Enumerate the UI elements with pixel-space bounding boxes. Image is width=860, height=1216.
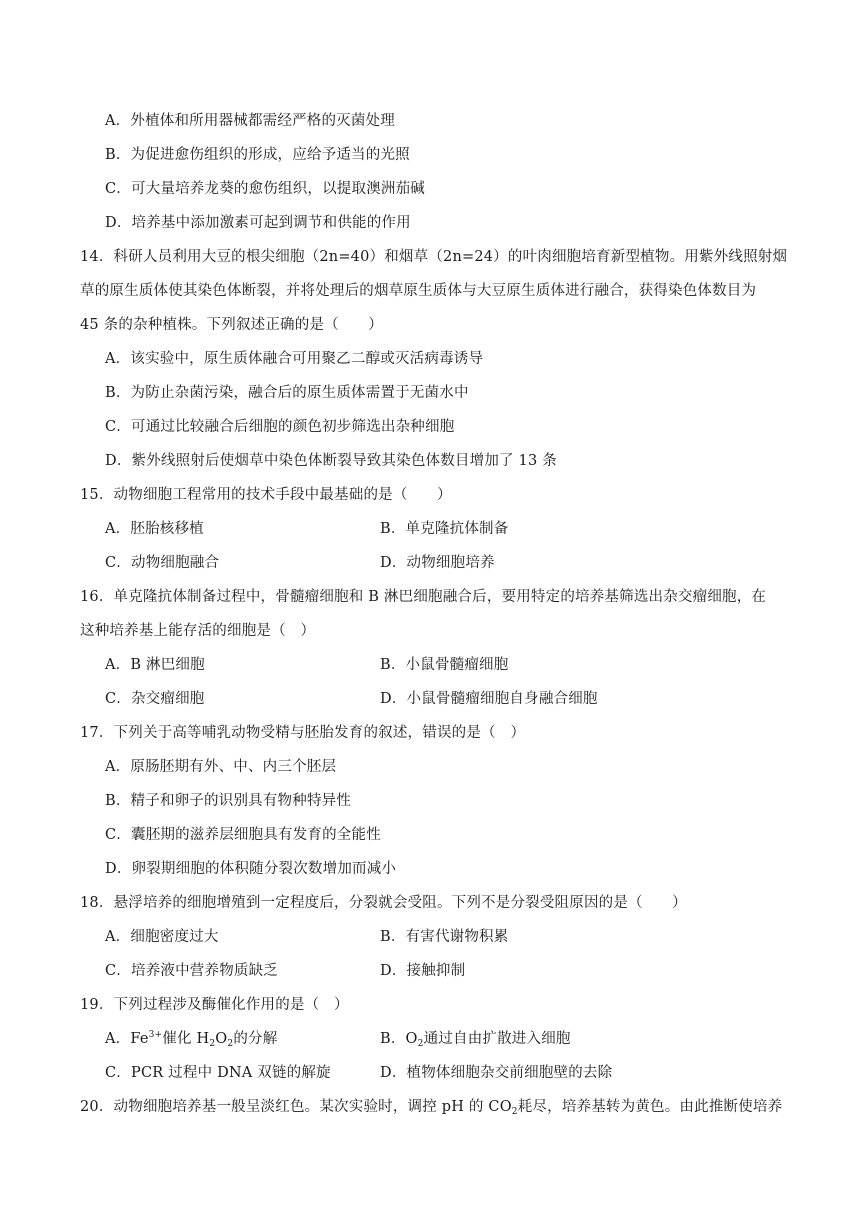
q18-stem: 18．悬浮培养的细胞增殖到一定程度后，分裂就会受阻。下列不是分裂受阻原因的是（ ） <box>80 895 687 911</box>
q14-option-c: C．可通过比较融合后细胞的颜色初步筛选出杂种细胞 <box>105 419 455 435</box>
q17-option-b: B．精子和卵子的识别具有物种特异性 <box>105 793 352 809</box>
q20-pre: 20．动物细胞培养基一般呈淡红色。某次实验时，调控 pH 的 CO <box>80 1099 512 1115</box>
q18-option-d: D．接触抑制 <box>380 963 466 979</box>
q20-post: 耗尽，培养基转为黄色。由此推断使培养 <box>517 1099 783 1115</box>
q15-stem: 15．动物细胞工程常用的技术手段中最基础的是（ ） <box>80 487 452 503</box>
q16-option-a: A．B 淋巴细胞 <box>105 657 205 673</box>
q19-b-sub: 2 <box>417 1039 424 1049</box>
q17-option-d: D．卵裂期细胞的体积随分裂次数增加而减小 <box>105 861 397 877</box>
q19-option-b <box>380 1029 860 1049</box>
q19-a-pre: A．Fe <box>105 1031 149 1047</box>
q14-option-b: B．为防止杂菌污染，融合后的原生质体需置于无菌水中 <box>105 385 469 401</box>
q15-option-d: D．动物细胞培养 <box>380 555 495 571</box>
q18-option-c: C．培养液中营养物质缺乏 <box>105 963 278 979</box>
q15-option-c: C．动物细胞融合 <box>105 555 220 571</box>
q18-option-a: A．细胞密度过大 <box>105 929 219 945</box>
q19-b-pre: B．O <box>380 1031 418 1047</box>
q16-option-b: B．小鼠骨髓瘤细胞 <box>380 657 509 673</box>
q16-option-d: D．小鼠骨髓瘤细胞自身融合细胞 <box>380 691 598 707</box>
q19-b-post: 通过自由扩散进入细胞 <box>423 1031 571 1047</box>
q19-a-mid2: O <box>215 1031 228 1047</box>
q14-stem-line3: 45 条的杂种植株。下列叙述正确的是（ ） <box>80 317 383 333</box>
q19-a-sub2: 2 <box>227 1039 234 1049</box>
q13-option-a: A．外植体和所用器械都需经严格的灭菌处理 <box>105 113 395 129</box>
q18-option-b: B．有害代谢物积累 <box>380 929 509 945</box>
q15-option-b: B．单克隆抗体制备 <box>380 521 509 537</box>
q13-option-c: C．可大量培养龙葵的愈伤组织，以提取澳洲茄碱 <box>105 181 425 197</box>
q19-a-sup: 3+ <box>148 1030 163 1040</box>
q16-option-c: C．杂交瘤细胞 <box>105 691 205 707</box>
q16-stem-line1: 16．单克隆抗体制备过程中，骨髓瘤细胞和 B 淋巴细胞融合后，要用特定的培养基筛选出杂交瘤细胞，在 <box>80 589 767 605</box>
q14-stem-line2: 草的原生质体使其染色体断裂，并将处理后的烟草原生质体与大豆原生质体进行融合，获得染色体数目为 <box>80 283 757 299</box>
q14-option-d: D．紫外线照射后使烟草中染色体断裂导致其染色体数目增加了 13 条 <box>105 453 557 469</box>
q16-stem-line2: 这种培养基上能存活的细胞是（ ） <box>80 623 316 639</box>
q14-option-a: A．该实验中，原生质体融合可用聚乙二醇或灭活病毒诱导 <box>105 351 484 367</box>
q19-a-post: 的分解 <box>233 1031 278 1047</box>
q20-stem <box>80 1097 783 1117</box>
q19-option-d: D．植物体细胞杂交前细胞壁的去除 <box>380 1065 613 1081</box>
q13-option-b: B．为促进愈伤组织的形成，应给予适当的光照 <box>105 147 410 163</box>
q17-stem: 17．下列关于高等哺乳动物受精与胚胎发育的叙述，错误的是（ ） <box>80 725 526 741</box>
q19-option-c: C．PCR 过程中 DNA 双链的解旋 <box>105 1065 331 1081</box>
q19-a-sub: 2 <box>209 1039 216 1049</box>
q13-option-d: D．培养基中添加激素可起到调节和供能的作用 <box>105 215 411 231</box>
q17-option-c: C．囊胚期的滋养层细胞具有发育的全能性 <box>105 827 381 843</box>
q20-sub: 2 <box>511 1107 518 1117</box>
q19-stem: 19．下列过程涉及酶催化作用的是（ ） <box>80 997 349 1013</box>
q14-stem-line1: 14．科研人员利用大豆的根尖细胞（2n=40）和烟草（2n=24）的叶肉细胞培育新型植物。用紫外线照射烟 <box>80 249 788 265</box>
q15-option-a: A．胚胎核移植 <box>105 521 204 537</box>
q17-option-a: A．原肠胚期有外、中、内三个胚层 <box>105 759 337 775</box>
q19-a-mid: 催化 H <box>162 1031 210 1047</box>
